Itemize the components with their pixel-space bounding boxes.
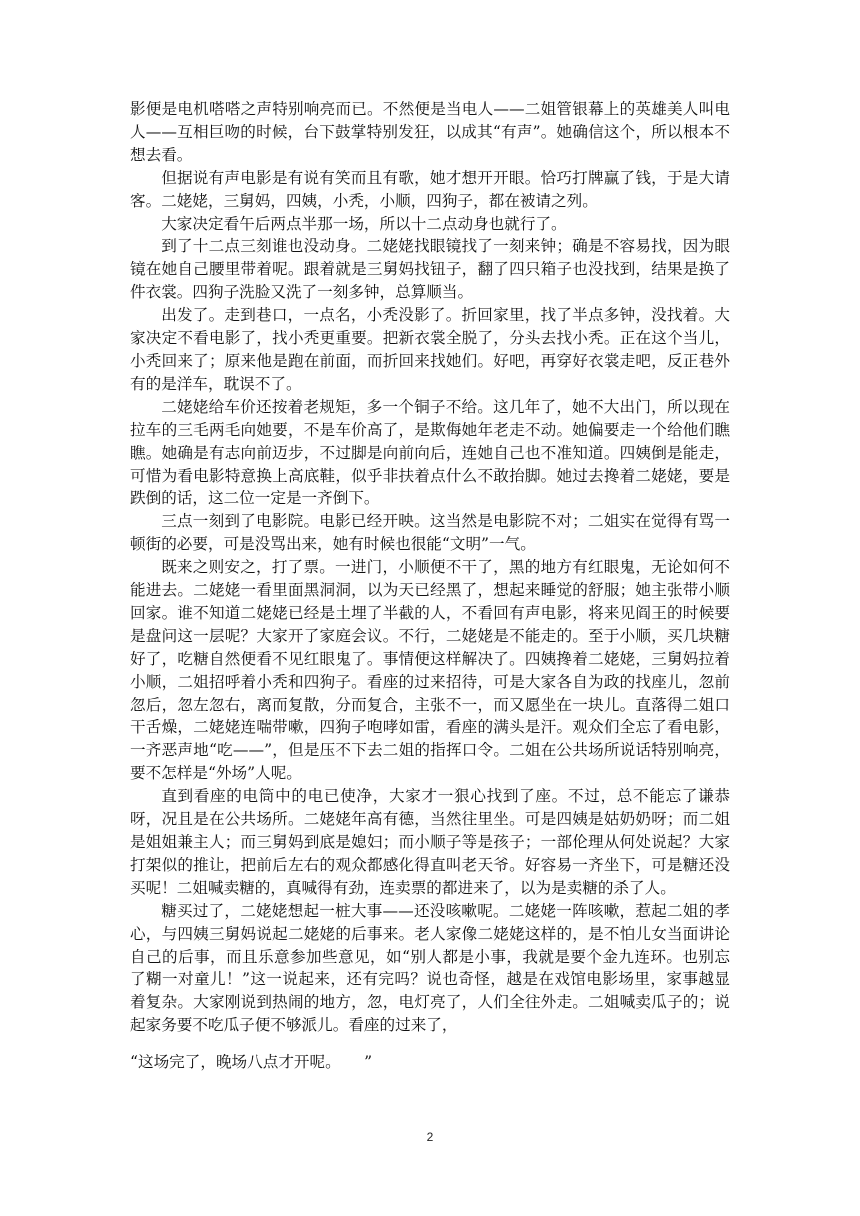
paragraph: 糖买过了，二姥姥想起一桩大事——还没咳嗽呢。二姥姥一阵咳嗽，惹起二姐的孝心，与四姨三舅妈说起二姥姥的后事来。老人家像二姥姥这样的，是不怕儿女当面讲论自己的后事，而且乐意参加些意见，如“别人都是小事，我就是要个金九连环。也别忘了糊一对童儿！”这一说起来，还有完吗？说也奇怪，越是在戏馆电影场里，家事越显着复杂。大家刚说到热闹的地方，忽，电灯亮了，人们全往外走。二姐喊卖瓜子的；说起家务要不吃瓜子便不够派儿。看座的过来了， [130,901,730,1035]
closing-quote-paragraph: “这场完了，晚场八点才开呢。 ” [130,1053,373,1072]
paragraph: 影便是电机嗒嗒之声特别响亮而已。不然便是当电人——二姐管银幕上的英雄美人叫电人——互相巨吻的时候，台下鼓掌特别发狂，以成其“有声”。她确信这个，所以根本不想去看。 [130,100,730,164]
paragraph: 但据说有声电影是有说有笑而且有歌，她才想开开眼。恰巧打牌赢了钱，于是大请客。二姥姥，三舅妈，四姨，小秃，小顺，四狗子，都在被请之列。 [130,168,730,210]
paragraph: 二姥姥给车价还按着老规矩，多一个铜子不给。这几年了，她不大出门，所以现在拉车的三毛两毛向她要，不是车价高了，是欺侮她年老走不动。她偏要走一个给他们瞧瞧。她确是有志向前迈步，不过脚是向前向后，连她自己也不准知道。四姨倒是能走，可惜为看电影特意换上高底鞋，似乎非扶着点什么不敢抬脚。她过去搀着二姥姥，要是跌倒的话，这二位一定是一齐倒下。 [130,397,730,508]
paragraph: 既来之则安之，打了票。一进门，小顺便不干了，黑的地方有红眼鬼，无论如何不能进去。二姥姥一看里面黑洞洞，以为天已经黑了，想起来睡觉的舒服；她主张带小顺回家。谁不知道二姥姥已经是土埋了半截的人，不看回有声电影，将来见阎王的时候要是盘问这一层呢？大家开了家庭会议。不行，二姥姥是不能走的。至于小顺，买几块糖好了，吃糖自然便看不见红眼鬼了。事情便这样解决了。四姨搀着二姥姥，三舅妈拉着小顺，二姐招呼着小秃和四狗子。看座的过来招待，可是大家各自为政的找座儿，忽前忽后，忽左忽右，离而复散，分而复合，主张不一，而又愿坐在一块儿。直落得二姐口干舌燥，二姥姥连喘带嗽，四狗子咆哮如雷，看座的满头是汗。观众们全忘了看电影，一齐恶声地“吃——”，但是压不下去二姐的指挥口令。二姐在公共场所说话特别响亮，要不怎样是“外场”人呢。 [130,558,730,783]
page-number: 2 [426,1130,434,1144]
paragraph: 三点一刻到了电影院。电影已经开映。这当然是电影院不对；二姐实在觉得有骂一顿街的必要，可是没骂出来，她有时候也很能“文明”一气。 [130,512,730,554]
paragraph: 直到看座的电筒中的电已使净，大家才一狠心找到了座。不过，总不能忘了谦恭呀，况且是在公共场所。二姥姥年高有德，当然往里坐。可是四姨是姑奶奶呀；而二姐是姐姐兼主人；而三舅妈到底是媳妇；而小顺子等是孩子；一部伦理从何处说起？大家打架似的推让，把前后左右的观众都感化得直叫老天爷。好容易一齐坐下，可是糖还没买呢！二姐喊卖糖的，真喊得有劲，连卖票的都进来了，以为是卖糖的杀了人。 [130,787,730,897]
paragraph: 到了十二点三刻谁也没动身。二姥姥找眼镜找了一刻来钟；确是不容易找，因为眼镜在她自己腰里带着呢。跟着就是三舅妈找钮子，翻了四只箱子也没找到，结果是换了件衣裳。四狗子洗脸又洗了一刻多钟，总算顺当。 [130,237,730,302]
body-text [130,98,730,1074]
paragraph: 出发了。走到巷口，一点名，小秃没影了。折回家里，找了半点多钟，没找着。大家决定不看电影了，找小秃更重要。把新衣裳全脱了，分头去找小秃。正在这个当儿，小秃回来了；原来他是跑在前面，而折回来找她们。好吧，再穿好衣裳走吧，反正巷外有的是洋车，耽误不了。 [130,306,730,393]
paragraph: 大家决定看午后两点半那一场，所以十二点动身也就行了。 [161,214,567,233]
